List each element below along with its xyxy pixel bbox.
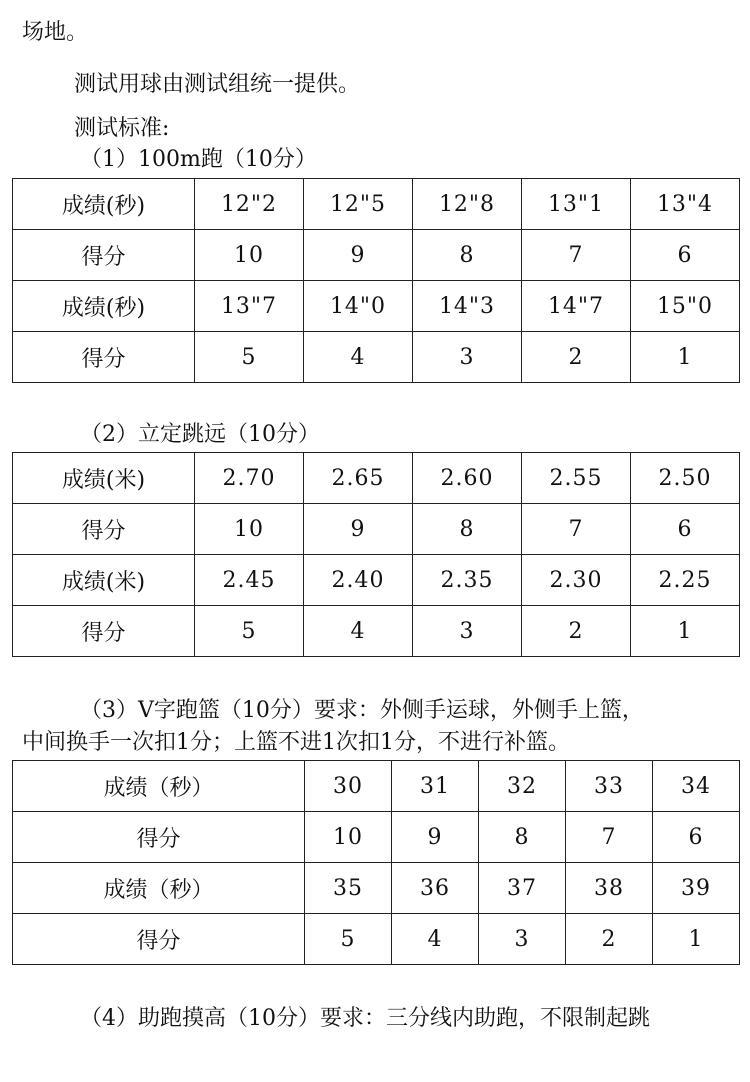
row-label-cell: 成绩(米) bbox=[13, 555, 195, 606]
table-row bbox=[13, 863, 740, 914]
text-line-standard: 测试标准: bbox=[74, 116, 170, 141]
text-line-ball: 测试用球由测试组统一提供。 bbox=[74, 72, 361, 97]
row-label-cell: 得分 bbox=[13, 230, 195, 281]
value-cell: 2.30 bbox=[522, 555, 631, 606]
value-cell: 39 bbox=[653, 863, 740, 914]
table-row bbox=[13, 332, 740, 383]
value-cell: 38 bbox=[566, 863, 653, 914]
value-cell: 6 bbox=[631, 230, 740, 281]
value-cell: 37 bbox=[479, 863, 566, 914]
value-cell: 2.65 bbox=[304, 453, 413, 504]
value-cell: 2.50 bbox=[631, 453, 740, 504]
table-v-layup bbox=[12, 760, 740, 965]
value-cell: 2.35 bbox=[413, 555, 522, 606]
value-cell: 5 bbox=[195, 332, 304, 383]
value-cell: 30 bbox=[305, 761, 392, 812]
row-label-cell: 成绩（秒） bbox=[13, 761, 305, 812]
value-cell: 31 bbox=[392, 761, 479, 812]
value-cell: 2.45 bbox=[195, 555, 304, 606]
value-cell: 3 bbox=[413, 332, 522, 383]
value-cell: 2.40 bbox=[304, 555, 413, 606]
value-cell: 12"2 bbox=[195, 179, 304, 230]
row-label-cell: 得分 bbox=[13, 332, 195, 383]
value-cell: 2.25 bbox=[631, 555, 740, 606]
value-cell: 8 bbox=[413, 504, 522, 555]
heading-long-jump: （2）立定跳远（10分） bbox=[80, 422, 320, 447]
row-label-cell: 成绩(秒) bbox=[13, 179, 195, 230]
value-cell: 6 bbox=[653, 812, 740, 863]
table-row bbox=[13, 812, 740, 863]
value-cell: 9 bbox=[392, 812, 479, 863]
table-row bbox=[13, 914, 740, 965]
value-cell: 2 bbox=[522, 332, 631, 383]
row-label-cell: 得分 bbox=[13, 914, 305, 965]
value-cell: 5 bbox=[195, 606, 304, 657]
heading-touch-high: （4）助跑摸高（10分）要求：三分线内助跑，不限制起跳 bbox=[80, 1006, 650, 1031]
value-cell: 12"5 bbox=[304, 179, 413, 230]
value-cell: 14"7 bbox=[522, 281, 631, 332]
value-cell: 1 bbox=[653, 914, 740, 965]
text-line-v-layup-rules: 中间换手一次扣1分；上篮不进1次扣1分，不进行补篮。 bbox=[22, 730, 570, 755]
row-label-cell: 成绩(米) bbox=[13, 453, 195, 504]
row-label-cell: 得分 bbox=[13, 812, 305, 863]
value-cell: 3 bbox=[479, 914, 566, 965]
value-cell: 9 bbox=[304, 504, 413, 555]
value-cell: 3 bbox=[413, 606, 522, 657]
value-cell: 13"1 bbox=[522, 179, 631, 230]
text-line-venue: 场地。 bbox=[22, 20, 89, 45]
value-cell: 2.60 bbox=[413, 453, 522, 504]
value-cell: 10 bbox=[305, 812, 392, 863]
row-label-cell: 成绩（秒） bbox=[13, 863, 305, 914]
value-cell: 4 bbox=[304, 606, 413, 657]
row-label-cell: 成绩(秒) bbox=[13, 281, 195, 332]
value-cell: 35 bbox=[305, 863, 392, 914]
row-label-cell: 得分 bbox=[13, 504, 195, 555]
value-cell: 14"3 bbox=[413, 281, 522, 332]
value-cell: 14"0 bbox=[304, 281, 413, 332]
value-cell: 4 bbox=[304, 332, 413, 383]
table-row bbox=[13, 453, 740, 504]
value-cell: 8 bbox=[413, 230, 522, 281]
value-cell: 34 bbox=[653, 761, 740, 812]
value-cell: 4 bbox=[392, 914, 479, 965]
table-row bbox=[13, 606, 740, 657]
value-cell: 12"8 bbox=[413, 179, 522, 230]
table-100m bbox=[12, 178, 740, 383]
value-cell: 8 bbox=[479, 812, 566, 863]
value-cell: 33 bbox=[566, 761, 653, 812]
heading-100m: （1）100m跑（10分） bbox=[80, 147, 317, 172]
value-cell: 1 bbox=[631, 606, 740, 657]
value-cell: 2.70 bbox=[195, 453, 304, 504]
row-label-cell: 得分 bbox=[13, 606, 195, 657]
value-cell: 5 bbox=[305, 914, 392, 965]
table-row bbox=[13, 555, 740, 606]
value-cell: 15"0 bbox=[631, 281, 740, 332]
table-row bbox=[13, 230, 740, 281]
value-cell: 13"4 bbox=[631, 179, 740, 230]
table-row bbox=[13, 179, 740, 230]
value-cell: 32 bbox=[479, 761, 566, 812]
value-cell: 13"7 bbox=[195, 281, 304, 332]
value-cell: 7 bbox=[522, 504, 631, 555]
table-row bbox=[13, 281, 740, 332]
value-cell: 2 bbox=[566, 914, 653, 965]
table-row bbox=[13, 761, 740, 812]
table-row bbox=[13, 504, 740, 555]
value-cell: 9 bbox=[304, 230, 413, 281]
value-cell: 10 bbox=[195, 230, 304, 281]
value-cell: 10 bbox=[195, 504, 304, 555]
value-cell: 7 bbox=[566, 812, 653, 863]
table-long-jump bbox=[12, 452, 740, 657]
heading-v-layup: （3）V字跑篮（10分）要求：外侧手运球，外侧手上篮， bbox=[80, 698, 644, 723]
value-cell: 7 bbox=[522, 230, 631, 281]
value-cell: 2 bbox=[522, 606, 631, 657]
value-cell: 1 bbox=[631, 332, 740, 383]
value-cell: 36 bbox=[392, 863, 479, 914]
value-cell: 6 bbox=[631, 504, 740, 555]
value-cell: 2.55 bbox=[522, 453, 631, 504]
